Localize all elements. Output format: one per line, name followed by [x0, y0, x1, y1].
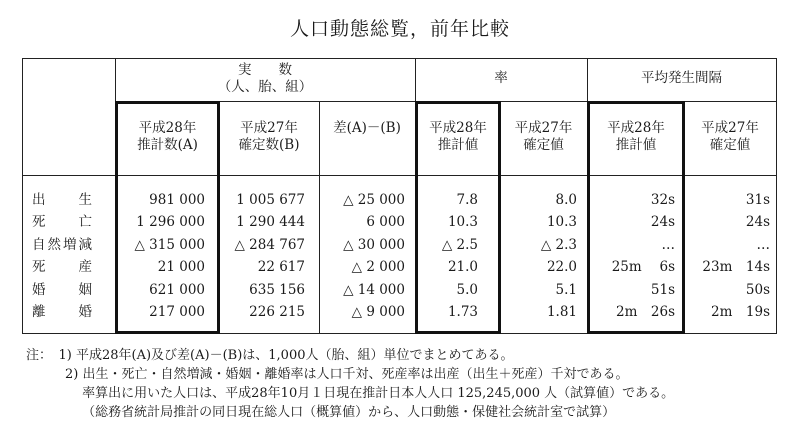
footnote-line: （総務省統計局推計の同日現在総人口（概算値）から、人口動態・保健社会統計室で試算）: [26, 405, 616, 420]
value-rate-h27: △ 2.3: [540, 236, 577, 253]
table-left-border: [22, 58, 23, 334]
value-interval-h27: 50s: [745, 281, 770, 298]
col-header-confirmed-h27: 平成27年 確定数(B): [238, 120, 300, 153]
value-estimate-h28: 981 000: [149, 192, 205, 208]
table-right-border: [776, 58, 777, 334]
value-rate-h28: 10.3: [447, 214, 478, 231]
value-interval-h27: 31s: [745, 192, 770, 208]
value-interval-h28: 25m 6s: [611, 259, 675, 276]
footnote-line: 注： 1) 平成28年(A)及び差(A)－(B)は、1,000人（胎、組）単位でまとめてある。: [26, 348, 514, 363]
value-difference: △ 9 000: [351, 304, 405, 320]
value-estimate-h28: 21 000: [157, 259, 205, 276]
footnotes: [26, 346, 674, 422]
value-confirmed-h27: 1 005 677: [236, 192, 305, 208]
value-confirmed-h27: △ 284 767: [234, 236, 305, 253]
value-rate-h27: 22.0: [546, 259, 577, 276]
row-label: 死 亡: [32, 214, 94, 231]
value-difference: △ 30 000: [343, 236, 405, 253]
table-top-border: [22, 58, 777, 59]
footnote-line: 2) 出生・死亡・自然増減・婚姻・離婚率は人口千対、死産率は出産（出生＋死産）千対である。: [26, 367, 629, 382]
value-rate-h27: 5.1: [555, 281, 577, 298]
group-header-actual: 実 数 （人、胎、組）: [217, 62, 313, 95]
col-header-difference: 差(A)－(B): [333, 120, 401, 136]
value-interval-h28: …: [661, 236, 675, 253]
value-confirmed-h27: 635 156: [249, 281, 305, 298]
row-label: 出 生: [32, 192, 94, 208]
group-header-rate: 率: [494, 70, 508, 86]
value-interval-h28: 32s: [650, 192, 675, 208]
value-confirmed-h27: 22 617: [257, 259, 305, 276]
value-difference: △ 25 000: [343, 192, 405, 208]
value-confirmed-h27: 1 290 444: [236, 214, 305, 231]
row-label: 離 婚: [32, 304, 94, 320]
value-rate-h28: 21.0: [447, 259, 478, 276]
value-difference: △ 14 000: [343, 281, 405, 298]
row-label: 婚 姻: [32, 281, 94, 298]
value-estimate-h28: 1 296 000: [136, 214, 205, 231]
value-interval-h27: 23m 14s: [702, 259, 770, 276]
value-rate-h28: △ 2.5: [441, 236, 478, 253]
value-interval-h27: 2m 19s: [711, 304, 770, 320]
value-rate-h28: 7.8: [456, 192, 478, 208]
row-label: 死 産: [32, 259, 94, 276]
value-rate-h28: 5.0: [456, 281, 478, 298]
value-interval-h27: 24s: [745, 214, 770, 231]
value-interval-h28: 2m 26s: [616, 304, 675, 320]
footnote-line: 率算出に用いた人口は、平成28年10月１日現在推計日本人人口 125,245,000 人（試算値）である。: [26, 386, 675, 401]
value-interval-h28: 51s: [650, 281, 675, 298]
value-rate-h27: 10.3: [546, 214, 577, 231]
page-title: 人口動態総覧，前年比較: [289, 18, 510, 40]
value-difference: △ 2 000: [351, 259, 405, 276]
row-label: 自然増減: [32, 236, 94, 253]
value-rate-h28: 1.73: [447, 304, 478, 320]
value-confirmed-h27: 226 215: [249, 304, 305, 320]
value-rate-h27: 1.81: [546, 304, 577, 320]
value-estimate-h28: 217 000: [149, 304, 205, 320]
col-header-estimate-h28: 平成28年 推計数(A): [137, 120, 198, 153]
value-interval-h28: 24s: [650, 214, 675, 231]
value-difference: 6 000: [366, 214, 405, 231]
group-header-interval: 平均発生間隔: [641, 70, 722, 86]
value-interval-h27: …: [756, 236, 770, 253]
col-header-rate-h27: 平成27年 確定値: [514, 120, 573, 153]
value-estimate-h28: △ 315 000: [134, 236, 205, 253]
col-header-interval-h28: 平成28年 推計値: [607, 120, 665, 153]
col-header-interval-h27: 平成27年 確定値: [701, 120, 759, 153]
value-rate-h27: 8.0: [555, 192, 577, 208]
value-estimate-h28: 621 000: [149, 281, 205, 298]
col-header-rate-h28: 平成28年 推計値: [429, 120, 487, 153]
